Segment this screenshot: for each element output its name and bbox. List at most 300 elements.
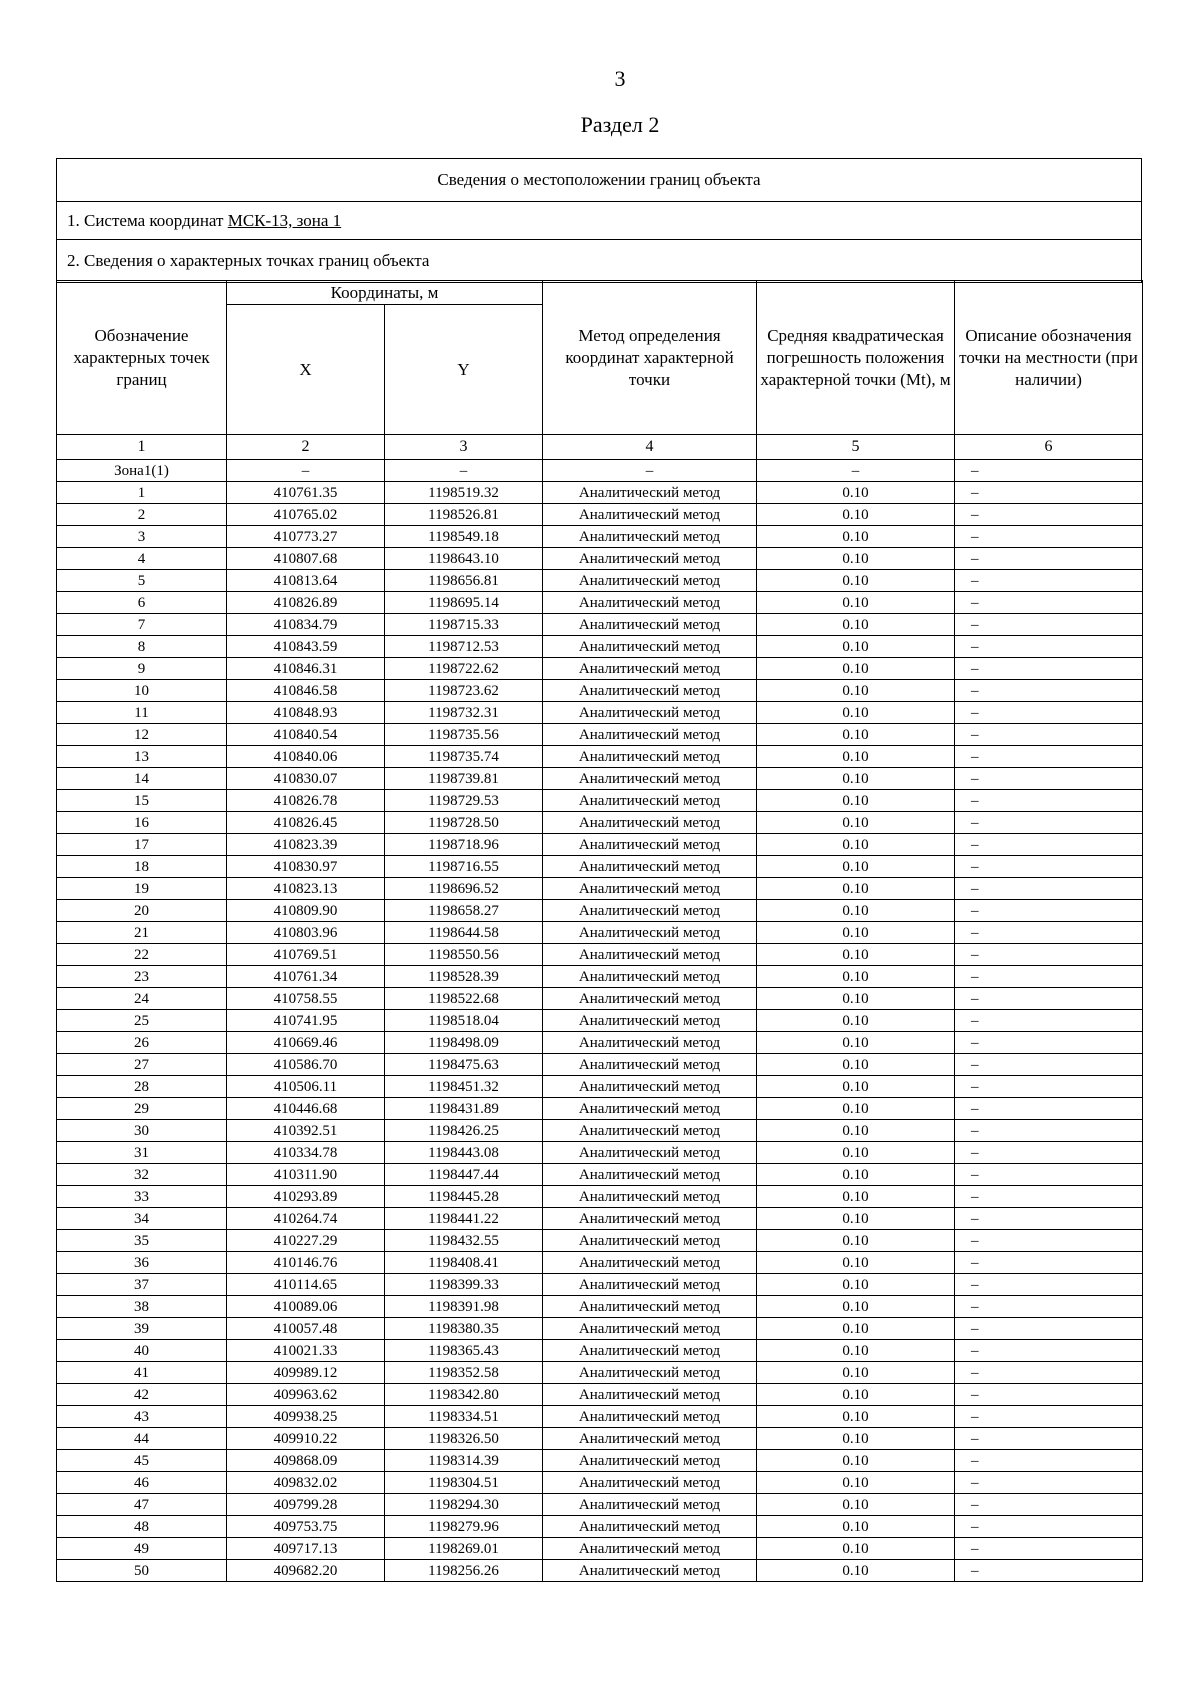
method: Аналитический метод — [543, 878, 757, 900]
method: Аналитический метод — [543, 702, 757, 724]
accuracy: 0.10 — [757, 1274, 955, 1296]
coord-x: 410848.93 — [227, 702, 385, 724]
coord-y: 1198475.63 — [385, 1054, 543, 1076]
table-row — [57, 1230, 1143, 1252]
description: – — [955, 768, 1143, 790]
description: – — [955, 1032, 1143, 1054]
coord-y: 1198443.08 — [385, 1142, 543, 1164]
point-designation: 27 — [57, 1054, 227, 1076]
method: Аналитический метод — [543, 856, 757, 878]
description: – — [955, 900, 1143, 922]
table-row — [57, 878, 1143, 900]
coord-x: 409963.62 — [227, 1384, 385, 1406]
table-row — [57, 1054, 1143, 1076]
method: Аналитический метод — [543, 1274, 757, 1296]
method: Аналитический метод — [543, 680, 757, 702]
point-designation: 4 — [57, 548, 227, 570]
coord-x: 410840.06 — [227, 746, 385, 768]
table-row — [57, 1274, 1143, 1296]
accuracy: 0.10 — [757, 1472, 955, 1494]
column-number: 2 — [227, 435, 385, 460]
table-row — [57, 1494, 1143, 1516]
accuracy: 0.10 — [757, 812, 955, 834]
point-designation: 37 — [57, 1274, 227, 1296]
accuracy: 0.10 — [757, 768, 955, 790]
method: Аналитический метод — [543, 1164, 757, 1186]
point-designation: 6 — [57, 592, 227, 614]
method: Аналитический метод — [543, 1120, 757, 1142]
coord-x: 410823.39 — [227, 834, 385, 856]
method: Аналитический метод — [543, 1560, 757, 1582]
description: – — [955, 460, 1143, 482]
table-row — [57, 1010, 1143, 1032]
method: Аналитический метод — [543, 1186, 757, 1208]
accuracy: 0.10 — [757, 922, 955, 944]
col-header-designation: Обозначение характерных точек границ — [57, 281, 227, 435]
table-row — [57, 1076, 1143, 1098]
point-designation: 5 — [57, 570, 227, 592]
accuracy: 0.10 — [757, 1428, 955, 1450]
description: – — [955, 746, 1143, 768]
coord-x: 410446.68 — [227, 1098, 385, 1120]
table-row — [57, 1516, 1143, 1538]
coord-y: 1198715.33 — [385, 614, 543, 636]
accuracy: 0.10 — [757, 482, 955, 504]
accuracy: 0.10 — [757, 1384, 955, 1406]
coord-y: 1198432.55 — [385, 1230, 543, 1252]
coord-x: 409717.13 — [227, 1538, 385, 1560]
coordinate-system-value: МСК-13, зона 1 — [227, 211, 342, 230]
table-row — [57, 526, 1143, 548]
col-header-method: Метод определения координат характерной точки — [543, 281, 757, 435]
point-designation: 39 — [57, 1318, 227, 1340]
table-row — [57, 1362, 1143, 1384]
point-designation: 23 — [57, 966, 227, 988]
method: Аналитический метод — [543, 1142, 757, 1164]
accuracy: 0.10 — [757, 1054, 955, 1076]
description: – — [955, 592, 1143, 614]
point-designation: 33 — [57, 1186, 227, 1208]
method: Аналитический метод — [543, 658, 757, 680]
coord-y: 1198656.81 — [385, 570, 543, 592]
accuracy: 0.10 — [757, 1032, 955, 1054]
point-designation: 8 — [57, 636, 227, 658]
coord-y: 1198365.43 — [385, 1340, 543, 1362]
description: – — [955, 878, 1143, 900]
coord-y: 1198518.04 — [385, 1010, 543, 1032]
coord-x: 410843.59 — [227, 636, 385, 658]
coord-y: 1198728.50 — [385, 812, 543, 834]
table-row — [57, 548, 1143, 570]
table-row — [57, 482, 1143, 504]
description: – — [955, 504, 1143, 526]
coord-x: 410834.79 — [227, 614, 385, 636]
accuracy: 0.10 — [757, 1076, 955, 1098]
point-designation: 34 — [57, 1208, 227, 1230]
description: – — [955, 1142, 1143, 1164]
description: – — [955, 790, 1143, 812]
point-designation: 49 — [57, 1538, 227, 1560]
accuracy: 0.10 — [757, 1164, 955, 1186]
accuracy: 0.10 — [757, 1340, 955, 1362]
coord-y: 1198408.41 — [385, 1252, 543, 1274]
accuracy: 0.10 — [757, 1208, 955, 1230]
description: – — [955, 614, 1143, 636]
accuracy: 0.10 — [757, 1516, 955, 1538]
point-designation: 16 — [57, 812, 227, 834]
coord-y: 1198718.96 — [385, 834, 543, 856]
point-designation: 28 — [57, 1076, 227, 1098]
method: Аналитический метод — [543, 1230, 757, 1252]
description: – — [955, 1296, 1143, 1318]
coord-x: 410114.65 — [227, 1274, 385, 1296]
accuracy: 0.10 — [757, 592, 955, 614]
method: Аналитический метод — [543, 1054, 757, 1076]
col-header-x: X — [227, 305, 385, 435]
method: Аналитический метод — [543, 1516, 757, 1538]
table-row — [57, 746, 1143, 768]
point-designation: 26 — [57, 1032, 227, 1054]
coord-y: 1198342.80 — [385, 1384, 543, 1406]
coord-x: 409682.20 — [227, 1560, 385, 1582]
accuracy: 0.10 — [757, 878, 955, 900]
accuracy: 0.10 — [757, 680, 955, 702]
method: Аналитический метод — [543, 1384, 757, 1406]
accuracy: 0.10 — [757, 548, 955, 570]
column-number: 1 — [57, 435, 227, 460]
description: – — [955, 702, 1143, 724]
description: – — [955, 724, 1143, 746]
points-table-body — [57, 460, 1143, 1582]
coord-x: 410840.54 — [227, 724, 385, 746]
accuracy: 0.10 — [757, 1494, 955, 1516]
description: – — [955, 834, 1143, 856]
description: – — [955, 944, 1143, 966]
coord-y: 1198269.01 — [385, 1538, 543, 1560]
description: – — [955, 1362, 1143, 1384]
point-designation: 30 — [57, 1120, 227, 1142]
point-designation: 36 — [57, 1252, 227, 1274]
table-row — [57, 1428, 1143, 1450]
table-row — [57, 658, 1143, 680]
description: – — [955, 1252, 1143, 1274]
accuracy: 0.10 — [757, 966, 955, 988]
coord-y: – — [385, 460, 543, 482]
coord-y: 1198550.56 — [385, 944, 543, 966]
accuracy: 0.10 — [757, 856, 955, 878]
point-designation: 19 — [57, 878, 227, 900]
point-designation: 41 — [57, 1362, 227, 1384]
coord-x: 410826.45 — [227, 812, 385, 834]
method: Аналитический метод — [543, 1340, 757, 1362]
point-designation: 3 — [57, 526, 227, 548]
coord-y: 1198723.62 — [385, 680, 543, 702]
coord-x: 410089.06 — [227, 1296, 385, 1318]
description: – — [955, 1208, 1143, 1230]
column-numbers-row — [57, 435, 1143, 460]
description: – — [955, 1428, 1143, 1450]
method: Аналитический метод — [543, 1010, 757, 1032]
coord-y: 1198380.35 — [385, 1318, 543, 1340]
coord-y: 1198528.39 — [385, 966, 543, 988]
table-row — [57, 680, 1143, 702]
coord-x: 410830.97 — [227, 856, 385, 878]
coord-y: 1198451.32 — [385, 1076, 543, 1098]
description: – — [955, 1406, 1143, 1428]
point-designation: 15 — [57, 790, 227, 812]
coord-x: 410773.27 — [227, 526, 385, 548]
coord-y: 1198279.96 — [385, 1516, 543, 1538]
coord-y: 1198399.33 — [385, 1274, 543, 1296]
table-row — [57, 944, 1143, 966]
col-header-accuracy: Средняя квадратическая погрешность положения характерной точки (Mt), м — [757, 281, 955, 435]
method: Аналитический метод — [543, 526, 757, 548]
boundary-points-table — [56, 280, 1143, 1582]
coord-x: 410846.31 — [227, 658, 385, 680]
method: Аналитический метод — [543, 1538, 757, 1560]
coord-y: 1198696.52 — [385, 878, 543, 900]
coord-x: 409832.02 — [227, 1472, 385, 1494]
point-designation: 32 — [57, 1164, 227, 1186]
table-row — [57, 1318, 1143, 1340]
accuracy: 0.10 — [757, 1186, 955, 1208]
point-designation: 11 — [57, 702, 227, 724]
point-designation: 25 — [57, 1010, 227, 1032]
description: – — [955, 1384, 1143, 1406]
description: – — [955, 1340, 1143, 1362]
coord-y: 1198426.25 — [385, 1120, 543, 1142]
description: – — [955, 1230, 1143, 1252]
coord-x: 410506.11 — [227, 1076, 385, 1098]
page-number: 3 — [614, 66, 626, 91]
method: Аналитический метод — [543, 1208, 757, 1230]
coord-y: 1198431.89 — [385, 1098, 543, 1120]
accuracy: 0.10 — [757, 1296, 955, 1318]
accuracy: 0.10 — [757, 636, 955, 658]
table-row — [57, 636, 1143, 658]
table-row — [57, 460, 1143, 482]
coord-x: 409910.22 — [227, 1428, 385, 1450]
accuracy: 0.10 — [757, 1538, 955, 1560]
point-designation: 48 — [57, 1516, 227, 1538]
table-row — [57, 1142, 1143, 1164]
coord-y: 1198445.28 — [385, 1186, 543, 1208]
accuracy: 0.10 — [757, 526, 955, 548]
accuracy: – — [757, 460, 955, 482]
coord-y: 1198447.44 — [385, 1164, 543, 1186]
method: Аналитический метод — [543, 504, 757, 526]
method: Аналитический метод — [543, 988, 757, 1010]
table-row — [57, 1032, 1143, 1054]
accuracy: 0.10 — [757, 1450, 955, 1472]
table-row — [57, 1296, 1143, 1318]
coord-y: 1198735.74 — [385, 746, 543, 768]
method: Аналитический метод — [543, 1450, 757, 1472]
method: Аналитический метод — [543, 1428, 757, 1450]
description: – — [955, 1164, 1143, 1186]
accuracy: 0.10 — [757, 658, 955, 680]
accuracy: 0.10 — [757, 1010, 955, 1032]
description: – — [955, 988, 1143, 1010]
table-row — [57, 1406, 1143, 1428]
point-designation: 17 — [57, 834, 227, 856]
table-row — [57, 1538, 1143, 1560]
coord-x: 409868.09 — [227, 1450, 385, 1472]
table-row — [57, 1098, 1143, 1120]
description: – — [955, 1516, 1143, 1538]
coord-x: 410758.55 — [227, 988, 385, 1010]
col-header-y: Y — [385, 305, 543, 435]
coord-y: 1198256.26 — [385, 1560, 543, 1582]
table-row — [57, 570, 1143, 592]
method: Аналитический метод — [543, 1032, 757, 1054]
method: Аналитический метод — [543, 1076, 757, 1098]
section-title: Раздел 2 — [580, 112, 660, 137]
coord-x: 410761.35 — [227, 482, 385, 504]
description: – — [955, 570, 1143, 592]
coord-x: 410809.90 — [227, 900, 385, 922]
accuracy: 0.10 — [757, 570, 955, 592]
description: – — [955, 1120, 1143, 1142]
coord-y: 1198695.14 — [385, 592, 543, 614]
coord-x: 410057.48 — [227, 1318, 385, 1340]
accuracy: 0.10 — [757, 1098, 955, 1120]
table-row — [57, 1340, 1143, 1362]
point-designation: 42 — [57, 1384, 227, 1406]
coord-y: 1198526.81 — [385, 504, 543, 526]
table-row — [57, 922, 1143, 944]
accuracy: 0.10 — [757, 504, 955, 526]
coord-y: 1198643.10 — [385, 548, 543, 570]
accuracy: 0.10 — [757, 1560, 955, 1582]
accuracy: 0.10 — [757, 614, 955, 636]
table-row — [57, 1208, 1143, 1230]
point-designation: 24 — [57, 988, 227, 1010]
method: – — [543, 460, 757, 482]
accuracy: 0.10 — [757, 1406, 955, 1428]
description: – — [955, 1560, 1143, 1582]
point-designation: 47 — [57, 1494, 227, 1516]
point-designation: 40 — [57, 1340, 227, 1362]
description: – — [955, 1098, 1143, 1120]
table-row — [57, 1120, 1143, 1142]
coord-x: 410803.96 — [227, 922, 385, 944]
point-designation: 2 — [57, 504, 227, 526]
accuracy: 0.10 — [757, 1362, 955, 1384]
coord-y: 1198352.58 — [385, 1362, 543, 1384]
boundary-info-block — [56, 158, 1142, 283]
method: Аналитический метод — [543, 1494, 757, 1516]
coord-y: 1198391.98 — [385, 1296, 543, 1318]
accuracy: 0.10 — [757, 1318, 955, 1340]
point-designation: 44 — [57, 1428, 227, 1450]
method: Аналитический метод — [543, 900, 757, 922]
table-row — [57, 834, 1143, 856]
coord-y: 1198441.22 — [385, 1208, 543, 1230]
coord-x: 410741.95 — [227, 1010, 385, 1032]
coord-x: 410311.90 — [227, 1164, 385, 1186]
method: Аналитический метод — [543, 1472, 757, 1494]
block-title: Сведения о местоположении границ объекта — [57, 159, 1141, 202]
coord-y: 1198739.81 — [385, 768, 543, 790]
method: Аналитический метод — [543, 944, 757, 966]
description: – — [955, 1450, 1143, 1472]
coord-x: 410826.89 — [227, 592, 385, 614]
coord-y: 1198334.51 — [385, 1406, 543, 1428]
coord-y: 1198729.53 — [385, 790, 543, 812]
coord-x: – — [227, 460, 385, 482]
description: – — [955, 1010, 1143, 1032]
method: Аналитический метод — [543, 922, 757, 944]
coord-x: 409799.28 — [227, 1494, 385, 1516]
description: – — [955, 966, 1143, 988]
table-row — [57, 900, 1143, 922]
method: Аналитический метод — [543, 1406, 757, 1428]
table-row — [57, 966, 1143, 988]
method: Аналитический метод — [543, 746, 757, 768]
coord-y: 1198498.09 — [385, 1032, 543, 1054]
description: – — [955, 922, 1143, 944]
method: Аналитический метод — [543, 834, 757, 856]
description: – — [955, 680, 1143, 702]
coord-x: 410830.07 — [227, 768, 385, 790]
description: – — [955, 1274, 1143, 1296]
method: Аналитический метод — [543, 592, 757, 614]
coord-x: 410813.64 — [227, 570, 385, 592]
table-row — [57, 1186, 1143, 1208]
table-row — [57, 504, 1143, 526]
table-row — [57, 988, 1143, 1010]
accuracy: 0.10 — [757, 944, 955, 966]
table-row — [57, 856, 1143, 878]
coord-y: 1198732.31 — [385, 702, 543, 724]
table-row — [57, 1252, 1143, 1274]
coord-x: 410669.46 — [227, 1032, 385, 1054]
coord-y: 1198722.62 — [385, 658, 543, 680]
description: – — [955, 1472, 1143, 1494]
accuracy: 0.10 — [757, 988, 955, 1010]
coord-y: 1198519.32 — [385, 482, 543, 504]
coord-x: 410021.33 — [227, 1340, 385, 1362]
description: – — [955, 658, 1143, 680]
method: Аналитический метод — [543, 812, 757, 834]
coord-y: 1198314.39 — [385, 1450, 543, 1472]
point-designation: 1 — [57, 482, 227, 504]
accuracy: 0.10 — [757, 790, 955, 812]
coord-y: 1198658.27 — [385, 900, 543, 922]
coord-x: 409753.75 — [227, 1516, 385, 1538]
point-designation: 50 — [57, 1560, 227, 1582]
table-row — [57, 1164, 1143, 1186]
coord-x: 410765.02 — [227, 504, 385, 526]
accuracy: 0.10 — [757, 724, 955, 746]
point-designation: 22 — [57, 944, 227, 966]
method: Аналитический метод — [543, 570, 757, 592]
coord-x: 410264.74 — [227, 1208, 385, 1230]
point-designation: 13 — [57, 746, 227, 768]
coord-y: 1198326.50 — [385, 1428, 543, 1450]
method: Аналитический метод — [543, 636, 757, 658]
method: Аналитический метод — [543, 790, 757, 812]
method: Аналитический метод — [543, 1296, 757, 1318]
point-designation: 29 — [57, 1098, 227, 1120]
point-designation: 20 — [57, 900, 227, 922]
method: Аналитический метод — [543, 1318, 757, 1340]
table-row — [57, 702, 1143, 724]
point-designation: Зона1(1) — [57, 460, 227, 482]
coord-x: 410846.58 — [227, 680, 385, 702]
method: Аналитический метод — [543, 966, 757, 988]
